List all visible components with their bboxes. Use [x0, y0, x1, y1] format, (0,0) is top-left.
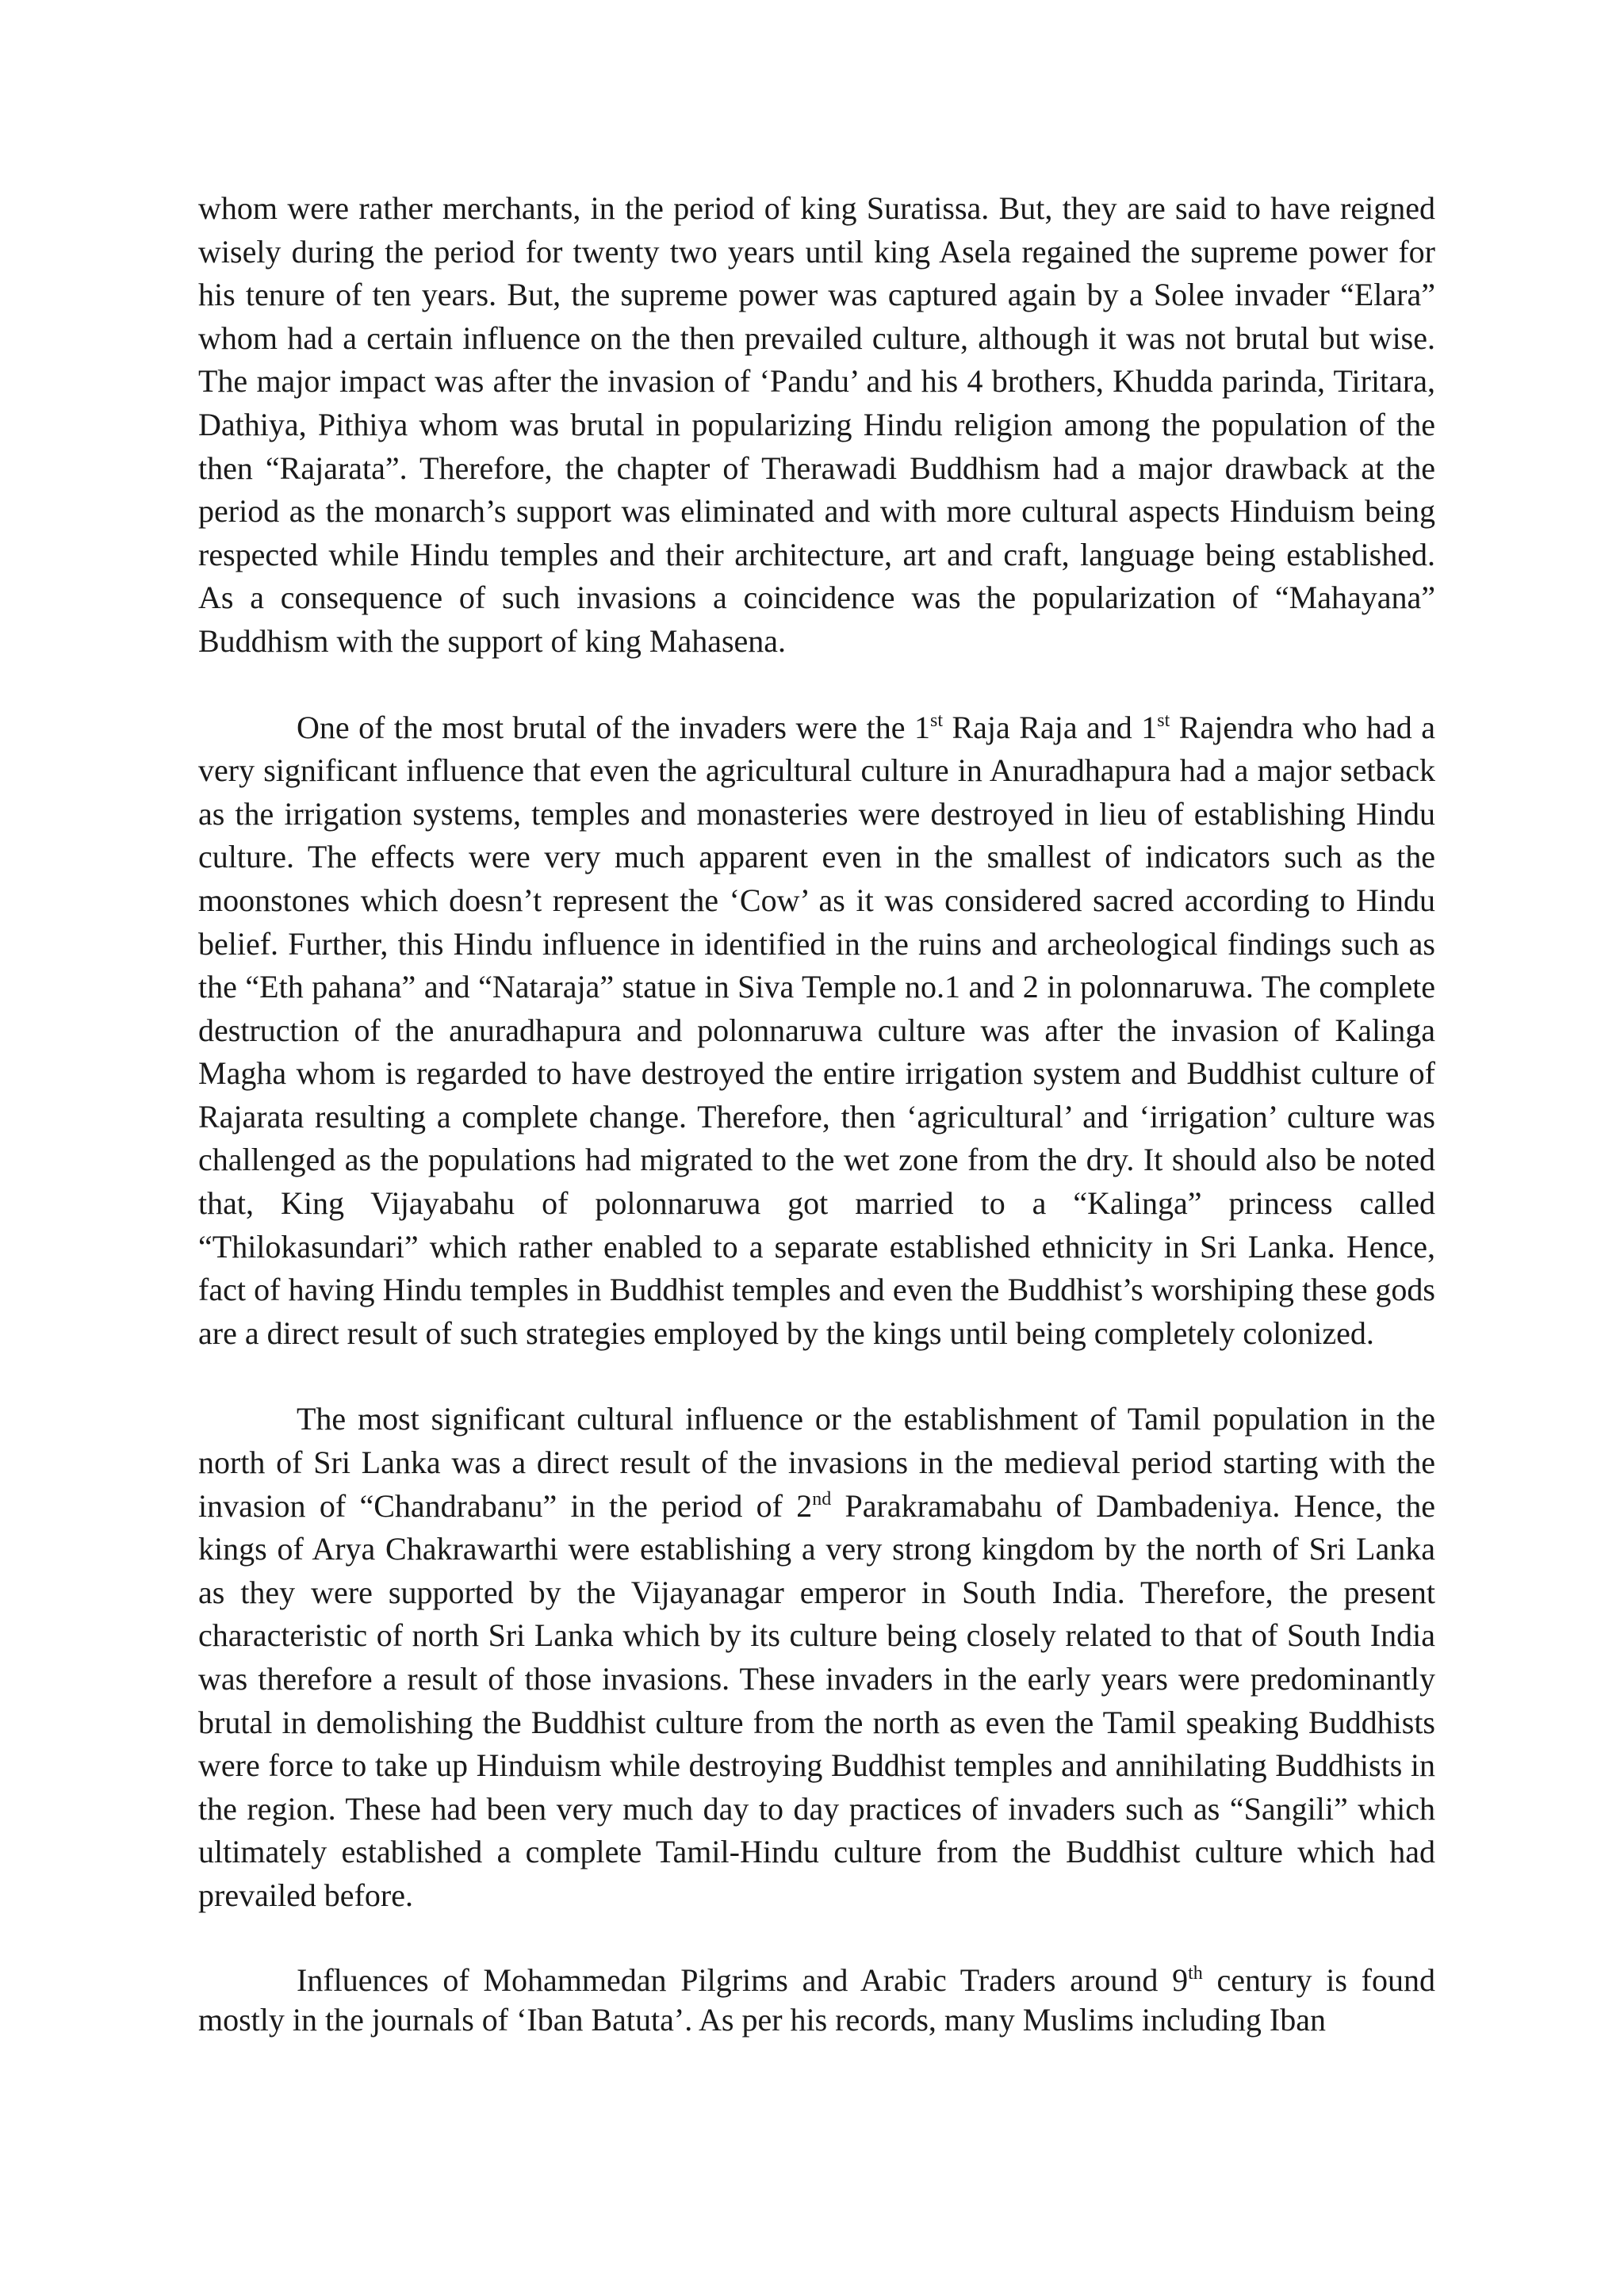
body-paragraph — [198, 706, 1435, 1356]
paragraph-text: whom were rather merchants, in the period of king Suratissa. But, they are said to have reigned wisely during the period for twenty two years until king Asela regained the supreme power for his tenure of ten years. But, the supreme power was captured again by a Solee invader “Elara” whom had a certain influence on the then prevailed culture, although it was not brutal but wise. The major impact was after the invasion of ‘Pandu’ and his 4 brothers, Khudda parinda, Tiritara, Dathiya, Pithiya whom was brutal in popularizing Hindu religion among the population of the then “Rajarata”. Therefore, the chapter of Therawadi Buddhism had a major drawback at the period as the monarch’s support was eliminated and with more cultural aspects Hinduism being respected while Hindu temples and their architecture, art and craft, language being established. As a consequence of such invasions a coincidence was the popularization of “Mahayana” Buddhism with the support of king Mahasena. — [198, 190, 1435, 659]
paragraph-text: Raja Raja and 1 — [943, 709, 1158, 745]
ordinal-superscript: th — [1188, 1962, 1203, 1984]
paragraph-text: century is found mostly in the journals of ‘Iban Batuta’. As per his records, many Muslims including Iban — [198, 1961, 1435, 2038]
document-page — [198, 187, 1435, 2040]
paragraph-text: Parakramabahu of Dambadeniya. Hence, the kings of Arya Chakrawarthi were establishing a very strong kingdom by the north of Sri Lanka as they were supported by the Vijayanagar emperor in South India. Therefore, the present characteristic of north Sri Lanka which by its culture being closely related to that of South India was therefore a result of those invasions. These invaders in the early years were predominantly brutal in demolishing the Buddhist culture from the north as even the Tamil speaking Buddhists were force to take up Hinduism while destroying Buddhist temples and annihilating Buddhists in the region. These had been very much day to day practices of invaders such as “Sangili” which ultimately established a complete Tamil-Hindu culture from the Buddhist culture which had prevailed before. — [198, 1487, 1436, 1913]
body-paragraph — [198, 1398, 1435, 1917]
ordinal-superscript: st — [930, 710, 944, 731]
body-paragraph — [198, 1961, 1435, 2040]
paragraph-text: One of the most brutal of the invaders were the 1 — [297, 709, 930, 745]
ordinal-superscript: nd — [812, 1488, 832, 1510]
paragraph-text: The most significant cultural influence or the establishment of Tamil population in the north of Sri Lanka was a direct result of the invasions in the medieval period starting with the invasion of “Chandrabanu” in the period of 2 — [198, 1401, 1435, 1524]
ordinal-superscript: st — [1157, 710, 1170, 731]
paragraph-text: Rajendra who had a very significant influence that even the agricultural culture in Anuradhapura had a major setback as the irrigation systems, temples and monasteries were destroyed in lieu of establishing Hindu culture. The effects were very much apparent even in the smallest of indicators such as the moonstones which doesn’t represent the ‘Cow’ as it was considered sacred according to Hindu belief. Further, this Hindu influence in identified in the ruins and archeological findings such as the “Eth pahana” and “Nataraja” statue in Siva Temple no.1 and 2 in polonnaruwa. The complete destruction of the anuradhapura and polonnaruwa culture was after the invasion of Kalinga Magha whom is regarded to have destroyed the entire irrigation system and Buddhist culture of Rajarata resulting a complete change. Therefore, then ‘agricultural’ and ‘irrigation’ culture was challenged as the populations had migrated to the wet zone from the dry. It should also be noted that, King Vijayabahu of polonnaruwa got married to a “Kalinga” princess called “Thilokasundari” which rather enabled to a separate established ethnicity in Sri Lanka. Hence, fact of having Hindu temples in Buddhist temples and even the Buddhist’s worshiping these gods are a direct result of such strategies employed by the kings until being completely colonized. — [198, 709, 1435, 1351]
body-paragraph — [198, 187, 1435, 664]
paragraph-text: Influences of Mohammedan Pilgrims and Arabic Traders around 9 — [297, 1961, 1189, 1998]
